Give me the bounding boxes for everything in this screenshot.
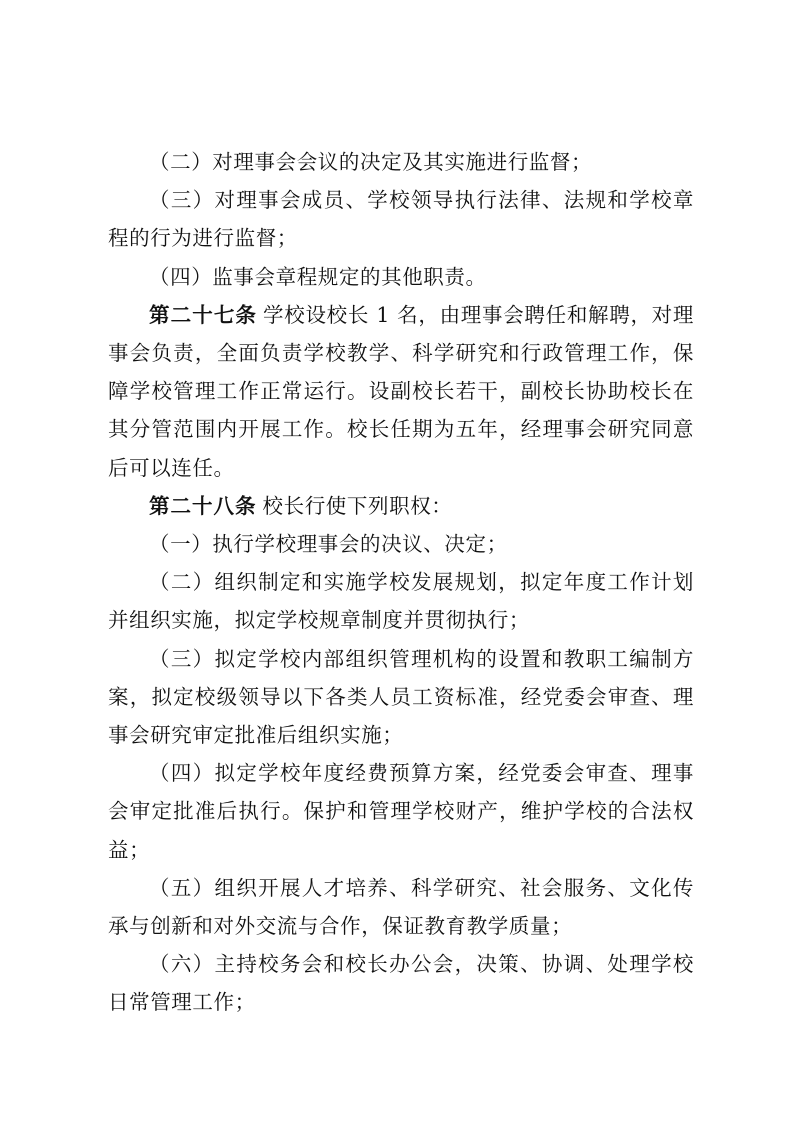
paragraph-3 bbox=[108, 258, 694, 296]
article-number: 第二十八条 bbox=[149, 493, 257, 518]
paragraph-9 bbox=[108, 754, 694, 869]
paragraph-4 bbox=[108, 296, 694, 487]
paragraph-8 bbox=[108, 640, 694, 755]
paragraph-1 bbox=[108, 143, 694, 181]
paragraph-text: 学校设校长 1 名，由理事会聘任和解聘，对理事会负责，全面负责学校教学、科学研究和行政管理工作，保障学校管理工作正常运行。设副校长若干，副校长协助校长在其分管范围内开展工作。校长任期为五年，经理事会研究同意后可以连任。 bbox=[108, 302, 694, 480]
paragraph-text: （三）拟定学校内部组织管理机构的设置和教职工编制方案，拟定校级领导以下各类人员工资标准，经党委会审查、理事会研究审定批准后组织实施； bbox=[108, 646, 694, 748]
paragraph-text: （一）执行学校理事会的决议、决定； bbox=[149, 532, 508, 557]
article-number: 第二十七条 bbox=[149, 302, 258, 327]
paragraph-7 bbox=[108, 563, 694, 639]
paragraph-6 bbox=[108, 525, 694, 563]
paragraph-10 bbox=[108, 869, 694, 945]
paragraph-text: （四）监事会章程规定的其他职责。 bbox=[149, 264, 487, 289]
paragraph-text: （五）组织开展人才培养、科学研究、社会服务、文化传承与创新和对外交流与合作，保证教育教学质量； bbox=[108, 875, 694, 939]
paragraph-text: （六）主持校务会和校长办公会，决策、协调、处理学校日常管理工作； bbox=[108, 952, 694, 1015]
paragraph-2 bbox=[108, 181, 694, 257]
paragraph-text: （四）拟定学校年度经费预算方案，经党委会审查、理事会审定批准后执行。保护和管理学校财产，维护学校的合法权益； bbox=[108, 761, 694, 862]
paragraph-5 bbox=[108, 487, 694, 525]
paragraph-text: （二）对理事会会议的决定及其实施进行监督； bbox=[149, 150, 593, 174]
paragraph-text: 校长行使下列职权： bbox=[262, 493, 453, 518]
paragraph-text: （三）对理事会成员、学校领导执行法律、法规和学校章程的行为进行监督； bbox=[108, 188, 694, 251]
paragraph-11 bbox=[108, 945, 694, 1021]
document-body bbox=[108, 143, 694, 1022]
paragraph-text: （二）组织制定和实施学校发展规划，拟定年度工作计划并组织实施，拟定学校规章制度并贯彻执行； bbox=[108, 570, 694, 633]
